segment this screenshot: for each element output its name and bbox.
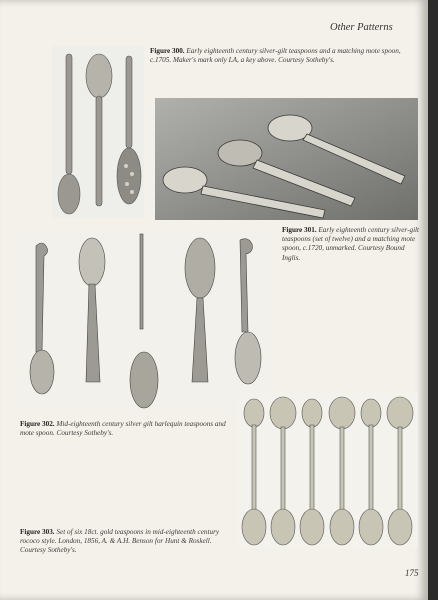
figure-302-label: Figure 302.	[20, 420, 55, 428]
figure-303-text: Set of six 18ct. gold teaspoons in mid-eighteenth century rococo style. London, 1856, A. & A.H. Benson for Hunt & Roskell. Courtesy Sotheby's.	[20, 528, 220, 555]
figure-303-caption	[20, 528, 235, 556]
figure-303-label: Figure 303.	[20, 528, 55, 536]
figure-300-photo	[52, 46, 144, 218]
figure-301-photo	[155, 98, 418, 220]
running-header: Other Patterns	[330, 22, 393, 33]
figure-302-text: Mid-eighteenth century silver gilt harlequin teaspoons and mote spoon. Courtesy Sotheby's.	[20, 420, 226, 438]
page-number: 175	[405, 568, 419, 578]
figure-301-label: Figure 301.	[282, 226, 317, 234]
figure-300-caption	[150, 47, 420, 65]
figure-301-caption	[282, 226, 422, 263]
figure-303-photo	[238, 393, 418, 548]
figure-300-label: Figure 300.	[150, 47, 185, 55]
figure-300-text: Early eighteenth century silver-gilt teaspoons and a matching mote spoon, c.1705. Maker's mark only LA, a key above. Courtesy Sotheby's.	[150, 47, 401, 65]
figure-302-photo	[22, 232, 274, 412]
figure-301-text: Early eighteenth century silver-gilt teaspoons (set of twelve) and a matching mote spoon, c.1720, unmarked. Courtesy Bound Inglis.	[282, 226, 420, 262]
figure-302-caption	[20, 420, 235, 438]
